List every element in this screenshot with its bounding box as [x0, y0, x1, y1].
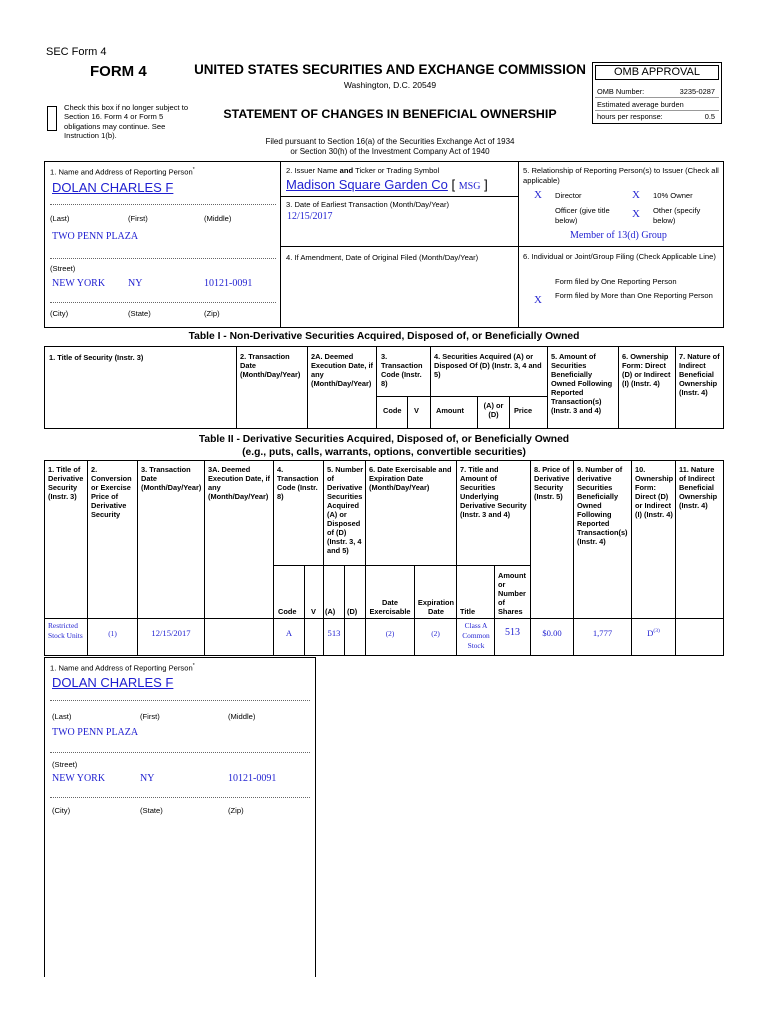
box1-label: 1. Name and Address of Reporting Person* — [50, 167, 195, 177]
first-label: (First) — [128, 214, 148, 223]
t1-v: V — [414, 406, 419, 415]
city-label-2: (City) — [52, 806, 71, 815]
table2-title: Table II - Derivative Securities Acquired, Disposed of, or Beneficially Owned — [198, 434, 570, 445]
t2-d: (D) — [347, 607, 358, 616]
other-label: Other (specify below) — [653, 206, 701, 225]
reporting-person-name-2: DOLAN CHARLES F — [52, 675, 174, 690]
box3-label: 3. Date of Earliest Transaction (Month/Day/Year) — [286, 200, 450, 209]
box1b-label: 1. Name and Address of Reporting Person* — [50, 663, 195, 673]
city-value-2: NEW YORK — [52, 773, 106, 784]
t2-row-date: 12/15/2017 — [151, 628, 191, 638]
state-label: (State) — [128, 309, 151, 318]
t1-amount: Amount — [436, 406, 464, 415]
other-specify-value: Member of 13(d) Group — [570, 230, 667, 241]
t1-col-code: 3. Transaction Code (Instr. 8) — [381, 352, 423, 388]
t2-row-ownership-form: $D^{(3)}$ — [647, 628, 660, 638]
commission-title: UNITED STATES SECURITIES AND EXCHANGE COMMISSION — [194, 62, 586, 77]
t2-date-exercisable: Date Exercisable — [369, 598, 411, 616]
t2-code: Code — [278, 607, 297, 616]
filed-pursuant-line1: Filed pursuant to Section 16(a) of the Securities Exchange Act of 1934 — [265, 137, 515, 146]
t2-v: V — [311, 607, 316, 616]
t2-col-deemed: 3A. Deemed Execution Date, if any (Month/Day/Year) — [208, 465, 271, 501]
t2-col-owned: 9. Number of derivative Securities Beneficially Owned Following Reported Transaction(s) (Instr. 4) — [577, 465, 628, 546]
t1-col-ownership: 6. Ownership Form: Direct (D) or Indirect (I) (Instr. 4) — [622, 352, 671, 388]
ticker-symbol: MSG — [458, 181, 481, 192]
commission-location: Washington, D.C. 20549 — [343, 80, 437, 90]
state-value: NY — [128, 278, 143, 289]
omb-approval-box — [592, 62, 722, 124]
director-label: Director — [555, 191, 582, 200]
t2-col-date: 3. Transaction Date (Month/Day/Year) — [141, 465, 202, 492]
t2-col-conversion: 2. Conversion or Exercise Price of Derivative Security — [91, 465, 132, 519]
box6-label: 6. Individual or Joint/Group Filing (Check Applicable Line) — [523, 252, 716, 261]
other-x: X — [632, 208, 640, 220]
t2-col-price: 8. Price of Derivative Security (Instr. 5) — [534, 465, 570, 501]
t1-col-securities: 4. Securities Acquired (A) or Disposed Of (D) (Instr. 3, 4 and 5) — [434, 352, 542, 379]
t2-title-h: Title — [460, 607, 476, 616]
omb-number-value: 3235-0287 — [679, 87, 715, 96]
t2-col-title: 1. Title of Derivative Security (Instr. 3) — [48, 465, 84, 501]
sec-form-label: SEC Form 4 — [46, 46, 107, 58]
officer-label: Officer (give title below) — [555, 206, 610, 225]
table1-title: Table I - Non-Derivative Securities Acquired, Disposed of, or Beneficially Owned — [188, 331, 580, 342]
t1-col-amount-owned: 5. Amount of Securities Beneficially Owned Following Reported Transaction(s) (Instr. 3 and 4) — [551, 352, 613, 415]
last-label: (Last) — [50, 214, 70, 223]
t2-a: (A) — [325, 607, 336, 616]
t2-col-underlying: 7. Title and Amount of Securities Underlying Derivative Security (Instr. 3 and 4) — [460, 465, 527, 519]
t2-row-conversion: (1) — [108, 629, 117, 638]
street-label-2: (Street) — [52, 760, 78, 769]
ten-percent-owner-label: 10% Owner — [653, 191, 693, 200]
t1-a-or-d: (A) or (D) — [483, 401, 504, 419]
city-label: (City) — [50, 309, 69, 318]
t2-row-date-exercisable: (2) — [385, 629, 395, 638]
filed-pursuant-line2: or Section 30(h) of the Investment Company Act of 1940 — [290, 147, 490, 156]
t2-col-code: 4. Transaction Code (Instr. 8) — [277, 465, 319, 501]
table2-subtitle: (e.g., puts, calls, warrants, options, convertible securities) — [242, 447, 526, 458]
more-than-one-x: X — [534, 294, 542, 306]
issuer-name: Madison Square Garden Co — [286, 177, 448, 192]
zip-label-2: (Zip) — [228, 806, 244, 815]
t2-col-date-exercisable: 6. Date Exercisable and Expiration Date (Month/Day/Year) — [369, 465, 452, 492]
t1-col-deemed: 2A. Deemed Execution Date, if any (Month/Day/Year) — [311, 352, 374, 388]
zip-label: (Zip) — [204, 309, 220, 318]
t1-code: Code — [383, 406, 402, 415]
street-label: (Street) — [50, 264, 76, 273]
one-reporting-person-label: Form filed by One Reporting Person — [555, 277, 677, 286]
t2-col-number: 5. Number of Derivative Securities Acquired (A) or Disposed of (D) (Instr. 3, 4 and 5) — [327, 465, 364, 555]
director-x: X — [534, 189, 542, 201]
first-label-2: (First) — [140, 712, 160, 721]
reporting-person-name: DOLAN CHARLES F — [52, 180, 174, 195]
t2-expiration: Expiration Date — [417, 598, 455, 616]
t2-col-ownership: 10. Ownership Form: Direct (D) or Indirect (I) (Instr. 4) — [635, 465, 674, 519]
t1-price: Price — [514, 406, 533, 415]
t2-row-code: A — [285, 628, 293, 638]
ten-percent-owner-x: X — [632, 189, 640, 201]
address-value-2: TWO PENN PLAZA — [52, 727, 139, 738]
t2-col-nature: 11. Nature of Indirect Beneficial Ownership (Instr. 4) — [679, 465, 718, 510]
t1-col-date: 2. Transaction Date (Month/Day/Year) — [240, 352, 301, 379]
omb-hours-label: hours per response: — [597, 112, 663, 121]
t2-row-underlying-title: Class A Common Stock — [462, 621, 490, 650]
zip-value-2: 10121-0091 — [228, 773, 277, 784]
last-label-2: (Last) — [52, 712, 72, 721]
box5-label: 5. Relationship of Reporting Person(s) to Issuer (Check all applicable) — [523, 166, 719, 185]
zip-value: 10121-0091 — [204, 278, 253, 289]
box2-label: 2. Issuer Name and Ticker or Trading Symbol — [286, 166, 440, 175]
more-than-one-label: Form filed by More than One Reporting Person — [555, 291, 713, 300]
t2-row-expiration: (2) — [431, 629, 440, 638]
statement-title: STATEMENT OF CHANGES IN BENEFICIAL OWNERSHIP — [223, 107, 557, 121]
t2-amount-shares: Amount or Number of Shares — [498, 571, 526, 616]
t2-row-price: $0.00 — [542, 628, 562, 638]
earliest-transaction-date: 12/15/2017 — [287, 211, 333, 222]
t2-row-acquired: 513 — [327, 628, 341, 638]
form-title: FORM 4 — [90, 63, 147, 80]
omb-burden-label: Estimated average burden — [597, 100, 684, 109]
address-value: TWO PENN PLAZA — [52, 231, 139, 242]
state-value-2: NY — [140, 773, 155, 784]
omb-title: OMB APPROVAL — [595, 65, 719, 80]
omb-number-label: OMB Number: — [597, 87, 645, 96]
middle-label-2: (Middle) — [228, 712, 256, 721]
state-label-2: (State) — [140, 806, 163, 815]
t2-row-owned: 1,777 — [592, 628, 613, 638]
issuer-name-ticker: Madison Square Garden Co [ MSG ] — [286, 177, 488, 192]
t2-row-underlying-amount: 513 — [505, 627, 520, 638]
box4-label: 4. If Amendment, Date of Original Filed (Month/Day/Year) — [286, 253, 479, 262]
checkbox-instruction-text: Check this box if no longer subject to Section 16. Form 4 or Form 5 obligations may continue. See Instruction 1(b). — [64, 103, 189, 141]
middle-label: (Middle) — [204, 214, 232, 223]
t1-col-title: 1. Title of Security (Instr. 3) — [49, 353, 144, 362]
t2-row-title: Restricted Stock Units — [48, 621, 83, 640]
t1-col-nature: 7. Nature of Indirect Beneficial Ownership (Instr. 4) — [679, 352, 720, 397]
omb-hours-value: 0.5 — [704, 112, 715, 121]
no-longer-subject-checkbox[interactable] — [47, 106, 57, 131]
city-value: NEW YORK — [52, 278, 106, 289]
